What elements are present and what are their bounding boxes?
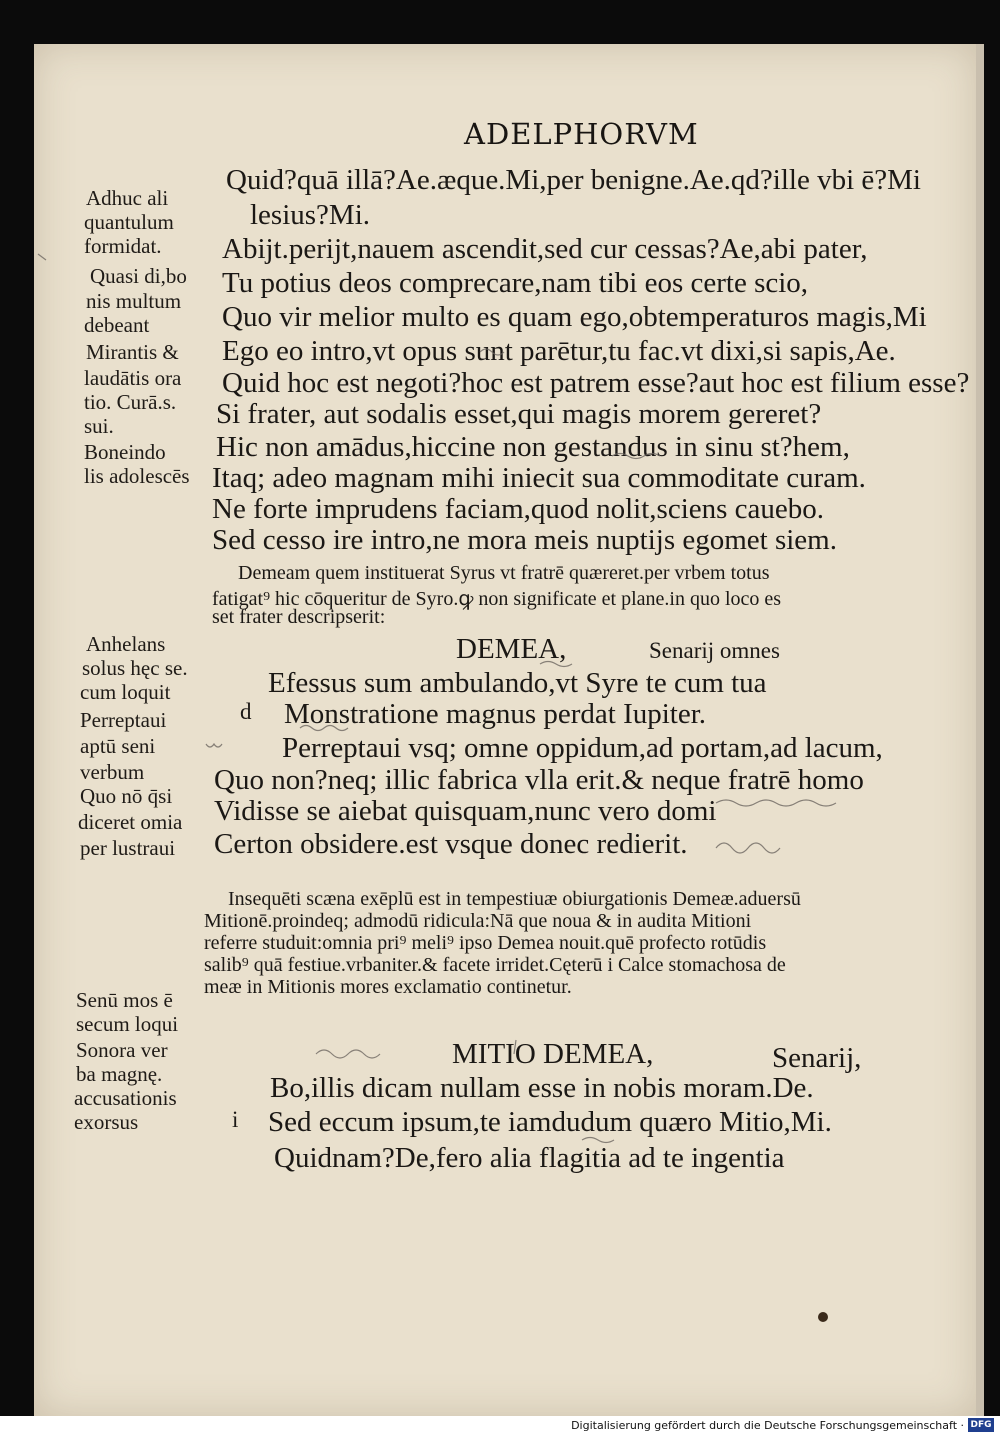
scene-heading: MITIO DEMEA, [452,1038,654,1070]
verse-line: Quid hoc est negoti?hoc est patrem esse?aut hoc est filium esse? [222,367,970,399]
margin-note: verbum [80,760,145,784]
verse-line: Hic non amādus,hiccine non gestandus in sinu st?hem, [216,431,850,463]
meter-note: Senarij omnes [649,638,780,663]
argument-note: Mitionē.proindeq; admodū ridicula:Nā que noua & in audita Mitioni [204,910,752,932]
margin-note: Senū mos ē [76,988,173,1012]
meter-note: Senarij, [772,1042,862,1074]
verse-line: Sed eccum ipsum,te iamdudum quæro Mitio,Mi. [268,1106,832,1138]
margin-note: Quo nō q̄si [80,784,173,808]
margin-marker: i [232,1107,239,1132]
margin-note: cum loquit [80,680,171,704]
margin-note: accusationis [74,1086,177,1110]
margin-note: aptū seni [80,734,156,758]
verse-line: Efessus sum ambulando,vt Syre te cum tua [268,667,767,699]
margin-marker: d [240,699,252,724]
verse-line: lesius?Mi. [250,199,371,231]
verse-line: Perreptaui vsq; omne oppidum,ad portam,ad lacum, [282,732,883,764]
verse-line: Quo vir melior multo es quam ego,obtemperaturos magis,Mi [222,301,927,333]
argument-note: set frater descripserit: [212,606,386,628]
verse-line: Quidnam?De,fero alia flagitia ad te ingentia [274,1142,785,1174]
argument-note: fatigat⁹ hic cōqueritur de Syro.ꝙ non significate et plane.in quo loco es [212,588,782,610]
margin-note: Sonora ver [76,1038,168,1062]
verse-line: Abijt.perijt,nauem ascendit,sed cur cessas?Ae,abi pater, [222,233,868,265]
margin-note: tio. Curā.s. [84,390,177,414]
margin-note: quantulum [84,210,174,234]
verse-line: Ego eo intro,vt opus sunt parētur,tu fac.vt dixi,si sapis,Ae. [222,335,896,367]
verse-line: Quid?quā illā?Ae.æque.Mi,per benigne.Ae.qd?ille vbi ē?Mi [226,164,921,196]
running-header: ADELPHORVM [464,117,699,151]
margin-note: debeant [84,313,150,337]
verse-line: Bo,illis dicam nullam esse in nobis moram.De. [270,1072,814,1104]
margin-note: Boneindo [84,440,166,464]
margin-note: nis multum [86,289,182,313]
funding-credit: Digitalisierung gefördert durch die Deutsche Forschungsgemeinschaft · [571,1419,964,1432]
verse-line: Quo non?neq; illic fabrica vlla erit.& neque fratrē homo [214,764,864,796]
scene-heading: DEMEA, [456,633,567,665]
verse-line: Tu potius deos comprecare,nam tibi eos certe scio, [222,267,809,299]
margin-note: solus hęc se. [82,656,188,680]
margin-note: diceret omia [78,810,183,834]
dfg-logo: DFG [968,1418,994,1432]
margin-note: sui. [84,414,114,438]
argument-note: Demeam quem instituerat Syrus vt fratrē quæreret.per vrbem totus [238,562,770,584]
margin-note: per lustraui [80,836,176,860]
argument-note: referre studuit:omnia pri⁹ meli⁹ ipso Demea nouit.quē profecto rotūdis [204,932,767,954]
margin-note: ba magnę. [76,1062,163,1086]
verse-line: Sed cesso ire intro,ne mora meis nuptijs egomet siem. [212,524,837,556]
margin-note: lis adolescēs [84,464,190,488]
argument-note: meæ in Mitionis mores exclamatio continetur. [204,976,572,998]
ink-blot [818,1312,828,1322]
margin-note: Mirantis & [86,340,179,364]
margin-note: Anhelans [86,632,166,656]
margin-note: laudātis ora [84,366,182,390]
verse-line: Monstratione magnus perdat Iupiter. [284,698,707,730]
verse-line: Certon obsidere.est vsque donec redierit. [214,828,688,860]
margin-note: formidat. [84,234,162,258]
verse-line: Itaq; adeo magnam mihi iniecit sua commoditate curam. [212,462,866,494]
verse-line: Si frater, aut sodalis esset,qui magis morem gereret? [216,398,822,430]
page-edge [976,44,984,1416]
margin-note: secum loqui [76,1012,179,1036]
margin-note: Perreptaui [80,708,167,732]
argument-note: Insequēti scæna exēplū est in tempestiuæ obiurgationis Demeæ.aduersū [228,888,801,910]
margin-note: Adhuc ali [86,186,169,210]
argument-note: salib⁹ quā festiue.vrbaniter.& facete irridet.Cęterū i Calce stomachosa de [204,954,786,976]
margin-note: exorsus [74,1110,139,1134]
margin-note: Quasi di,bo [90,264,187,288]
verse-line: Vidisse se aiebat quisquam,nunc vero domi [214,795,717,827]
verse-line: Ne forte imprudens faciam,quod nolit,sciens cauebo. [212,493,825,525]
